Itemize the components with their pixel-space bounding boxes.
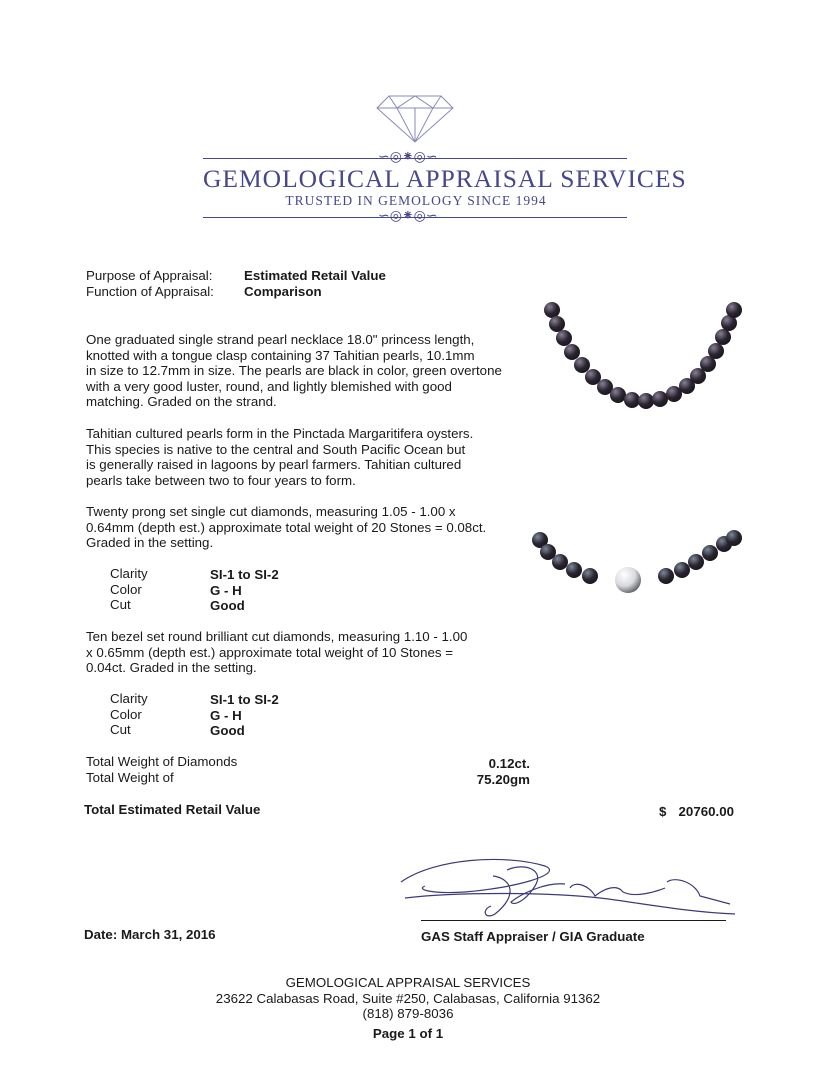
description-line: matching. Graded on the strand.: [86, 394, 277, 410]
tagline: TRUSTED IN GEMOLOGY SINCE 1994: [285, 193, 547, 208]
diamonds-1-description: [86, 504, 486, 551]
necklace-photo-1: [530, 300, 745, 415]
pearl: [726, 302, 742, 318]
diamonds-2-description: [86, 629, 467, 676]
pearl: [688, 554, 704, 570]
total-weight-value: 75.20gm: [476, 772, 530, 787]
flourish-bottom-icon: ∽◎⁕◎∽: [378, 208, 438, 224]
grade-value: Good: [210, 598, 245, 614]
signature-line: [421, 920, 726, 921]
total-weight-label: Total Weight of: [86, 770, 174, 785]
diamonds-1-line: Twenty prong set single cut diamonds, measuring 1.05 - 1.00 x: [86, 504, 456, 519]
diamonds-2-grade-values: [210, 692, 279, 739]
grade-value: G - H: [210, 707, 242, 723]
function-label: Function of Appraisal:: [86, 284, 214, 299]
diamonds-2-line: 0.04ct. Graded in the setting.: [86, 660, 257, 676]
description: [86, 332, 502, 410]
pearl: [708, 343, 724, 359]
diamonds-1-grade-labels: [110, 566, 148, 613]
tahitian-line: pearls take between two to four years to form.: [86, 472, 356, 488]
grade-label: Color: [110, 581, 142, 597]
description-line: One graduated single strand pearl necklace 18.0" princess length,: [86, 332, 475, 347]
grade-value: G - H: [210, 582, 242, 598]
diamonds-1-grade-values: [210, 567, 279, 614]
appraisal-date: Date: March 31, 2016: [84, 927, 216, 942]
necklace-photo-2: [530, 528, 745, 608]
tahitian-info: [86, 426, 473, 488]
grade-label: Color: [110, 706, 142, 722]
retail-value: 20760.00: [678, 804, 734, 819]
footer-address: 23622 Calabasas Road, Suite #250, Calabasas, California 91362: [215, 991, 601, 1006]
retail-currency: $: [659, 804, 667, 819]
footer-company: GEMOLOGICAL APPRAISAL SERVICES: [285, 975, 531, 990]
grade-value: Good: [210, 723, 245, 739]
footer-page: Page 1 of 1: [372, 1026, 444, 1041]
description-line: with a very good luster, round, and lightly blemished with good: [86, 378, 452, 394]
grade-label: Clarity: [110, 691, 148, 706]
description-line: in size to 12.7mm in size. The pearls are black in color, green overtone: [86, 363, 502, 379]
tahitian-line: This species is native to the central and South Pacific Ocean but: [86, 441, 466, 457]
pearl: [715, 329, 731, 345]
diamonds-2-grade-labels: [110, 691, 148, 738]
tahitian-line: Tahitian cultured pearls form in the Pinctada Margaritifera oysters.: [86, 426, 474, 441]
diamonds-2-line: x 0.65mm (depth est.) approximate total weight of 10 Stones =: [86, 644, 453, 660]
flourish-top-icon: ∽◎⁕◎∽: [378, 149, 438, 165]
footer-phone: (818) 879-8036: [362, 1006, 454, 1021]
grade-value: SI-1 to SI-2: [210, 692, 279, 707]
grade-label: Cut: [110, 722, 131, 738]
total-diamonds-label: Total Weight of Diamonds: [86, 754, 238, 769]
total-diamonds-value: 0.12ct.: [488, 756, 530, 771]
diamonds-2-line: Ten bezel set round brilliant cut diamonds, measuring 1.10 - 1.00: [86, 629, 468, 644]
description-line: knotted with a tongue clasp containing 37 Tahitian pearls, 10.1mm: [86, 347, 475, 363]
company-name: GEMOLOGICAL APPRAISAL SERVICES: [203, 164, 687, 193]
grade-value: SI-1 to SI-2: [210, 567, 279, 582]
grade-label: Clarity: [110, 566, 148, 581]
signature: [395, 852, 740, 922]
pearl: [615, 567, 641, 593]
retail-label: Total Estimated Retail Value: [84, 802, 261, 817]
pearl: [702, 545, 718, 561]
pearl: [566, 562, 582, 578]
purpose-label: Purpose of Appraisal:: [86, 268, 213, 283]
pearl: [658, 568, 674, 584]
grade-label: Cut: [110, 597, 131, 613]
pearl: [726, 530, 742, 546]
tahitian-line: is generally raised in lagoons by pearl farmers. Tahitian cultured: [86, 457, 462, 473]
purpose-value: Estimated Retail Value: [244, 268, 386, 283]
function-value: Comparison: [244, 284, 322, 299]
pearl: [582, 568, 598, 584]
diamonds-1-line: Graded in the setting.: [86, 535, 214, 551]
diamond-icon: [375, 94, 455, 144]
diamonds-1-line: 0.64mm (depth est.) approximate total weight of 20 Stones = 0.08ct.: [86, 519, 487, 535]
appraiser-title: GAS Staff Appraiser / GIA Graduate: [421, 929, 645, 944]
